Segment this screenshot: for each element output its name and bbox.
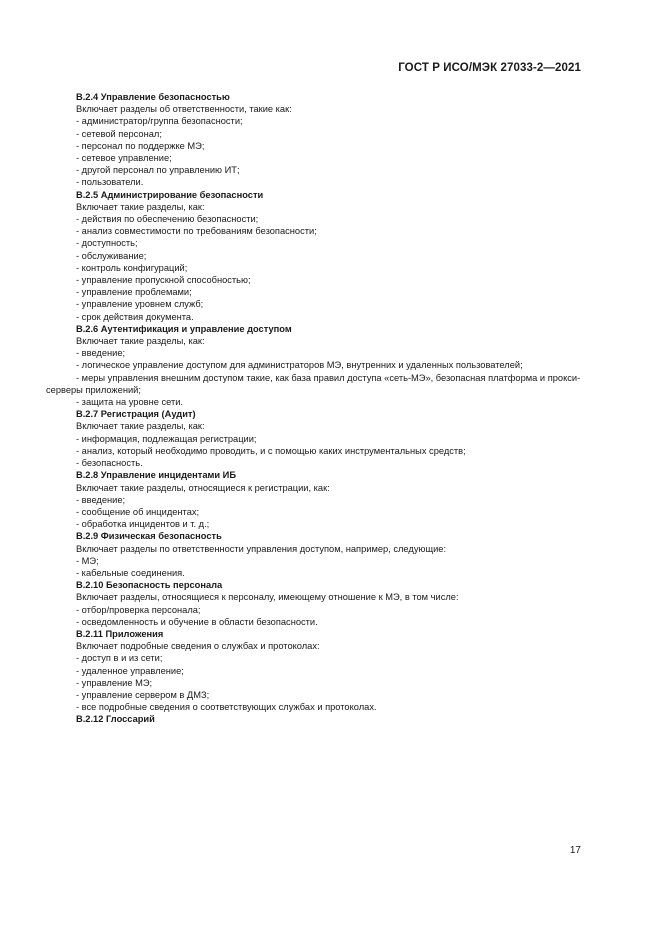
text-line: - информация, подлежащая регистрации; [76,433,257,444]
text-line: - управление сервером в ДМЗ; [76,689,210,700]
text-line: - осведомленность и обучение в области безопасности. [76,616,318,627]
text-line: - обслуживание; [76,250,147,261]
document-header: ГОСТ Р ИСО/МЭК 27033-2—2021 [398,62,581,74]
text-line: - срок действия документа. [76,311,194,322]
text-line: - отбор/проверка персонала; [76,604,201,615]
text-line: Включает разделы, относящиеся к персоналу, имеющему отношение к МЭ, в том числе: [76,592,459,603]
document-body [46,91,586,726]
text-line: - все подробные сведения о соответствующих службах и протоколах. [76,702,377,713]
text-line: - логическое управление доступом для администраторов МЭ, внутренних и удаленных пользователей; [76,360,523,371]
text-line: - пользователи. [76,177,144,188]
text-line: Включает такие разделы, как: [76,201,205,212]
text-line: - администратор/группа безопасности; [76,116,243,127]
text-line: - управление МЭ; [76,677,153,688]
text-line: Включает такие разделы, относящиеся к регистрации, как: [76,482,330,493]
text-line: - защита на уровне сети. [76,397,184,408]
section-heading: B.2.11 Приложения [76,628,164,639]
text-line: - сетевое управление; [76,153,172,164]
text-line: - введение; [76,348,126,359]
section-heading: B.2.4 Управление безопасностью [76,92,230,102]
text-line: - действия по обеспечению безопасности; [76,214,259,225]
text-line: - безопасность. [76,458,143,469]
text-line: - управление уровнем служб; [76,299,204,310]
text-line: - доступность; [76,238,138,249]
text-line: Включает такие разделы, как: [76,421,205,432]
section-heading: B.2.9 Физическая безопасность [76,531,222,542]
text-line: - меры управления внешним доступом такие, как база правил доступа «сеть-МЭ», безопасная платформа и прокси-серверы приложений; [46,372,581,395]
text-line: - персонал по поддержке МЭ; [76,140,205,151]
section-heading: B.2.8 Управление инцидентами ИБ [76,470,237,481]
page-number: 17 [569,845,581,856]
section-heading: B.2.10 Безопасность персонала [76,580,223,591]
text-line: - контроль конфигураций; [76,262,188,273]
text-line: Включает такие разделы, как: [76,336,205,347]
section-heading: B.2.6 Аутентификация и управление доступом [76,323,292,334]
text-line: Включает разделы об ответственности, такие как: [76,104,292,115]
section-heading: B.2.12 Глоссарий [76,714,155,725]
text-line: - другой персонал по управлению ИТ; [76,165,240,176]
text-line: - сообщение об инцидентах; [76,506,200,517]
text-line: - обработка инцидентов и т. д.; [76,519,210,530]
text-line: Включает подробные сведения о службах и протоколах: [76,641,320,652]
text-line: - анализ, который необходимо проводить, и с помощью каких инструментальных средств; [76,445,466,456]
text-line: - анализ совместимости по требованиям безопасности; [76,226,317,237]
text-line: - сетевой персонал; [76,128,162,139]
section-heading: B.2.7 Регистрация (Аудит) [76,409,196,420]
section-heading: B.2.5 Администрирование безопасности [76,189,264,200]
text-line: Включает разделы по ответственности управления доступом, например, следующие: [76,543,447,554]
text-line: - доступ в и из сети; [76,653,163,664]
text-line: - МЭ; [76,555,99,566]
text-line: - кабельные соединения. [76,567,185,578]
text-line: - управление проблемами; [76,287,192,298]
text-line: - введение; [76,494,126,505]
text-line: - управление пропускной способностью; [76,275,251,286]
text-line: - удаленное управление; [76,665,184,676]
